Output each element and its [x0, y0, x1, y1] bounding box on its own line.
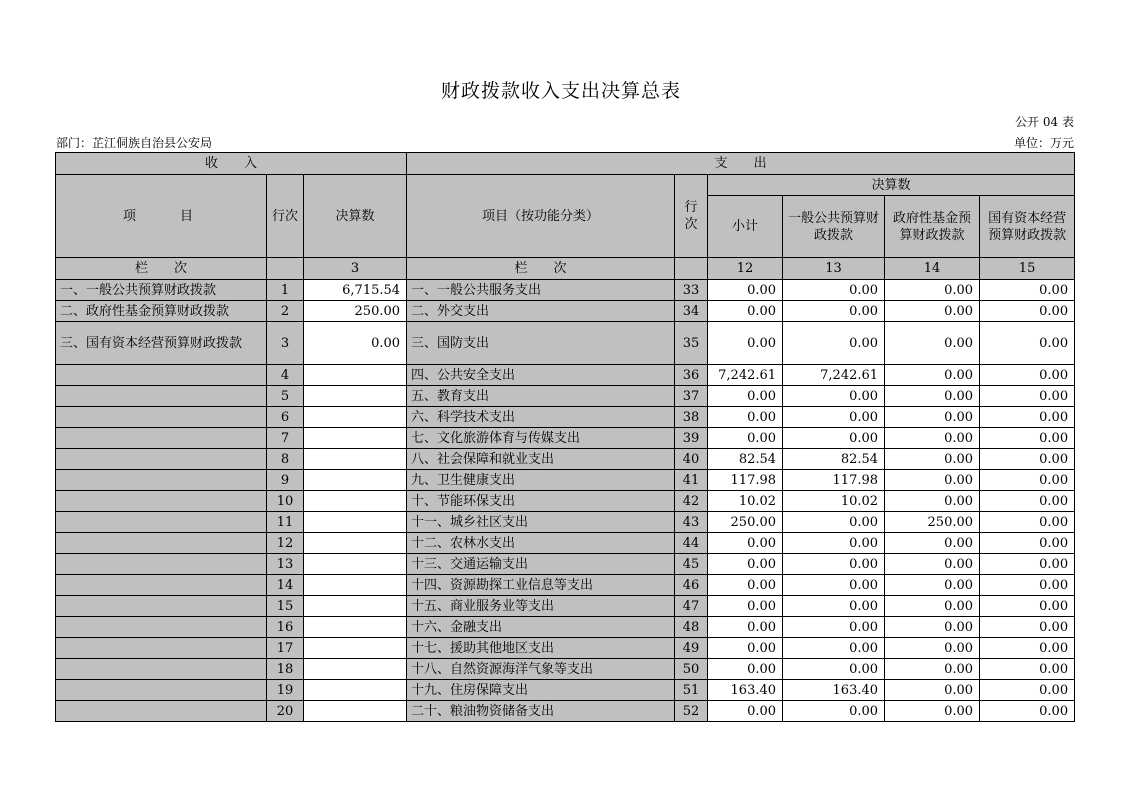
unit-label: 单位：万元 — [1013, 136, 1074, 150]
table-row — [56, 301, 1075, 322]
report-table — [55, 152, 1075, 722]
expense-item: 十六、金融支出 — [407, 617, 675, 638]
income-item — [56, 680, 267, 701]
expense-state-capital: 0.00 — [980, 491, 1075, 512]
income-item — [56, 512, 267, 533]
expense-gov-fund: 0.00 — [885, 596, 980, 617]
expense-line-no: 36 — [675, 365, 708, 386]
expense-state-capital: 0.00 — [980, 638, 1075, 659]
income-amount — [304, 659, 407, 680]
expense-state-capital: 0.00 — [980, 322, 1075, 365]
expense-line-no: 50 — [675, 659, 708, 680]
header-row-2 — [56, 175, 1075, 196]
report-title: 财政拨款收入支出决算总表 — [440, 80, 681, 102]
amount-group-header: 决算数 — [708, 175, 1075, 196]
expense-subtotal: 0.00 — [708, 301, 783, 322]
expense-state-capital: 0.00 — [980, 365, 1075, 386]
expense-subtotal: 0.00 — [708, 322, 783, 365]
income-item — [56, 386, 267, 407]
expense-line-no: 43 — [675, 512, 708, 533]
expense-header: 支 出 — [407, 153, 1075, 175]
expense-subtotal: 82.54 — [708, 449, 783, 470]
income-amount — [304, 449, 407, 470]
column-label-right: 栏 次 — [407, 258, 675, 280]
income-amount — [304, 617, 407, 638]
expense-item: 十七、援助其他地区支出 — [407, 638, 675, 659]
income-line-no: 15 — [267, 596, 304, 617]
income-amount — [304, 428, 407, 449]
expense-state-capital: 0.00 — [980, 386, 1075, 407]
line-no-header: 行次 — [267, 175, 304, 258]
line-no-header-2: 行次 — [675, 175, 708, 258]
income-line-no: 3 — [267, 322, 304, 365]
expense-gov-fund: 0.00 — [885, 386, 980, 407]
income-item: 二、政府性基金预算财政拨款 — [56, 301, 267, 322]
expense-line-no: 40 — [675, 449, 708, 470]
form-number: 公开 04 表 — [1015, 115, 1074, 129]
expense-line-no: 49 — [675, 638, 708, 659]
expense-general-budget: 0.00 — [783, 386, 885, 407]
table-row — [56, 659, 1075, 680]
column-number-15: 15 — [980, 258, 1075, 280]
expense-item: 十三、交通运输支出 — [407, 554, 675, 575]
income-line-no: 19 — [267, 680, 304, 701]
table-row — [56, 554, 1075, 575]
income-item — [56, 596, 267, 617]
income-line-no: 8 — [267, 449, 304, 470]
income-amount — [304, 365, 407, 386]
expense-subtotal: 0.00 — [708, 575, 783, 596]
expense-gov-fund: 0.00 — [885, 617, 980, 638]
expense-state-capital: 0.00 — [980, 554, 1075, 575]
expense-item: 十二、农林水支出 — [407, 533, 675, 554]
expense-general-budget: 0.00 — [783, 575, 885, 596]
expense-line-no: 47 — [675, 596, 708, 617]
table-row — [56, 449, 1075, 470]
expense-line-no: 34 — [675, 301, 708, 322]
expense-state-capital: 0.00 — [980, 596, 1075, 617]
table-row — [56, 701, 1075, 722]
income-amount — [304, 596, 407, 617]
expense-general-budget: 0.00 — [783, 638, 885, 659]
expense-gov-fund: 0.00 — [885, 322, 980, 365]
expense-item: 十九、住房保障支出 — [407, 680, 675, 701]
expense-line-no: 39 — [675, 428, 708, 449]
table-row — [56, 533, 1075, 554]
header-row-1 — [56, 153, 1075, 175]
expense-gov-fund: 0.00 — [885, 491, 980, 512]
expense-general-budget: 0.00 — [783, 617, 885, 638]
expense-general-budget: 10.02 — [783, 491, 885, 512]
table-row — [56, 428, 1075, 449]
expense-gov-fund: 0.00 — [885, 280, 980, 301]
column-label-left: 栏 次 — [56, 258, 267, 280]
income-item — [56, 407, 267, 428]
income-line-no: 20 — [267, 701, 304, 722]
expense-line-no: 41 — [675, 470, 708, 491]
income-amount — [304, 554, 407, 575]
expense-gov-fund: 0.00 — [885, 428, 980, 449]
expense-item: 十五、商业服务业等支出 — [407, 596, 675, 617]
table-row — [56, 470, 1075, 491]
expense-general-budget: 163.40 — [783, 680, 885, 701]
income-item — [56, 449, 267, 470]
income-item — [56, 428, 267, 449]
expense-subtotal: 0.00 — [708, 280, 783, 301]
expense-item: 三、国防支出 — [407, 322, 675, 365]
income-item: 三、国有资本经营预算财政拨款 — [56, 322, 267, 365]
table-row — [56, 638, 1075, 659]
income-amount — [304, 491, 407, 512]
expense-general-budget: 82.54 — [783, 449, 885, 470]
expense-line-no: 51 — [675, 680, 708, 701]
table-row — [56, 280, 1075, 301]
column-number-3: 3 — [304, 258, 407, 280]
expense-line-no: 45 — [675, 554, 708, 575]
item-header: 项 目 — [56, 175, 267, 258]
income-line-no: 12 — [267, 533, 304, 554]
income-amount — [304, 575, 407, 596]
table-row — [56, 322, 1075, 365]
expense-item: 七、文化旅游体育与传媒支出 — [407, 428, 675, 449]
income-line-no: 18 — [267, 659, 304, 680]
expense-state-capital: 0.00 — [980, 407, 1075, 428]
item-function-header: 项目（按功能分类） — [407, 175, 675, 258]
expense-state-capital: 0.00 — [980, 280, 1075, 301]
column-number-row — [56, 258, 1075, 280]
expense-subtotal: 0.00 — [708, 533, 783, 554]
income-line-no: 14 — [267, 575, 304, 596]
income-amount — [304, 512, 407, 533]
expense-general-budget: 0.00 — [783, 322, 885, 365]
subtotal-header: 小计 — [708, 196, 783, 258]
expense-gov-fund: 0.00 — [885, 407, 980, 428]
expense-gov-fund: 0.00 — [885, 680, 980, 701]
income-item — [56, 638, 267, 659]
income-line-no: 4 — [267, 365, 304, 386]
income-amount: 6,715.54 — [304, 280, 407, 301]
expense-subtotal: 0.00 — [708, 617, 783, 638]
expense-state-capital: 0.00 — [980, 301, 1075, 322]
expense-state-capital: 0.00 — [980, 659, 1075, 680]
table-row — [56, 365, 1075, 386]
general-budget-header: 一般公共预算财政拨款 — [783, 196, 885, 258]
column-number-12: 12 — [708, 258, 783, 280]
income-item: 一、一般公共预算财政拨款 — [56, 280, 267, 301]
expense-gov-fund: 0.00 — [885, 554, 980, 575]
expense-subtotal: 0.00 — [708, 407, 783, 428]
expense-general-budget: 7,242.61 — [783, 365, 885, 386]
expense-item: 十一、城乡社区支出 — [407, 512, 675, 533]
income-header: 收 入 — [56, 153, 407, 175]
income-item — [56, 533, 267, 554]
income-line-no: 1 — [267, 280, 304, 301]
income-item — [56, 617, 267, 638]
income-amount — [304, 701, 407, 722]
expense-subtotal: 163.40 — [708, 680, 783, 701]
expense-subtotal: 7,242.61 — [708, 365, 783, 386]
expense-state-capital: 0.00 — [980, 512, 1075, 533]
expense-item: 五、教育支出 — [407, 386, 675, 407]
income-line-no: 11 — [267, 512, 304, 533]
expense-gov-fund: 0.00 — [885, 470, 980, 491]
expense-item: 二十、粮油物资储备支出 — [407, 701, 675, 722]
expense-subtotal: 117.98 — [708, 470, 783, 491]
expense-item: 六、科学技术支出 — [407, 407, 675, 428]
income-line-no: 17 — [267, 638, 304, 659]
income-line-no: 6 — [267, 407, 304, 428]
income-amount — [304, 638, 407, 659]
column-number-blank — [267, 258, 304, 280]
expense-general-budget: 117.98 — [783, 470, 885, 491]
expense-gov-fund: 0.00 — [885, 533, 980, 554]
gov-fund-header: 政府性基金预算财政拨款 — [885, 196, 980, 258]
department-label: 部门：芷江侗族自治县公安局 — [56, 136, 213, 150]
table-row — [56, 575, 1075, 596]
expense-item: 二、外交支出 — [407, 301, 675, 322]
table-row — [56, 491, 1075, 512]
expense-subtotal: 0.00 — [708, 428, 783, 449]
income-item — [56, 470, 267, 491]
expense-general-budget: 0.00 — [783, 280, 885, 301]
expense-general-budget: 0.00 — [783, 533, 885, 554]
expense-general-budget: 0.00 — [783, 659, 885, 680]
expense-line-no: 44 — [675, 533, 708, 554]
income-line-no: 16 — [267, 617, 304, 638]
expense-state-capital: 0.00 — [980, 533, 1075, 554]
expense-gov-fund: 0.00 — [885, 449, 980, 470]
income-amount — [304, 407, 407, 428]
expense-item: 八、社会保障和就业支出 — [407, 449, 675, 470]
expense-item: 一、一般公共服务支出 — [407, 280, 675, 301]
income-item — [56, 659, 267, 680]
expense-gov-fund: 0.00 — [885, 365, 980, 386]
expense-item: 四、公共安全支出 — [407, 365, 675, 386]
expense-item: 九、卫生健康支出 — [407, 470, 675, 491]
expense-general-budget: 0.00 — [783, 428, 885, 449]
expense-line-no: 42 — [675, 491, 708, 512]
income-amount — [304, 533, 407, 554]
expense-general-budget: 0.00 — [783, 554, 885, 575]
expense-line-no: 38 — [675, 407, 708, 428]
expense-subtotal: 0.00 — [708, 596, 783, 617]
expense-line-no: 52 — [675, 701, 708, 722]
expense-item: 十八、自然资源海洋气象等支出 — [407, 659, 675, 680]
income-amount — [304, 470, 407, 491]
expense-line-no: 46 — [675, 575, 708, 596]
column-number-blank-2 — [675, 258, 708, 280]
income-line-no: 5 — [267, 386, 304, 407]
expense-line-no: 33 — [675, 280, 708, 301]
expense-state-capital: 0.00 — [980, 680, 1075, 701]
expense-subtotal: 250.00 — [708, 512, 783, 533]
expense-subtotal: 0.00 — [708, 701, 783, 722]
table-row — [56, 617, 1075, 638]
expense-item: 十四、资源勘探工业信息等支出 — [407, 575, 675, 596]
income-item — [56, 701, 267, 722]
expense-state-capital: 0.00 — [980, 575, 1075, 596]
income-amount: 250.00 — [304, 301, 407, 322]
column-number-14: 14 — [885, 258, 980, 280]
income-line-no: 7 — [267, 428, 304, 449]
expense-subtotal: 0.00 — [708, 659, 783, 680]
table-row — [56, 596, 1075, 617]
expense-line-no: 35 — [675, 322, 708, 365]
table-row — [56, 386, 1075, 407]
income-amount — [304, 386, 407, 407]
table-row — [56, 407, 1075, 428]
expense-gov-fund: 0.00 — [885, 701, 980, 722]
expense-gov-fund: 0.00 — [885, 638, 980, 659]
expense-state-capital: 0.00 — [980, 701, 1075, 722]
income-line-no: 10 — [267, 491, 304, 512]
expense-state-capital: 0.00 — [980, 449, 1075, 470]
expense-general-budget: 0.00 — [783, 596, 885, 617]
income-item — [56, 575, 267, 596]
column-number-13: 13 — [783, 258, 885, 280]
table-row — [56, 680, 1075, 701]
expense-state-capital: 0.00 — [980, 428, 1075, 449]
expense-subtotal: 0.00 — [708, 638, 783, 659]
expense-general-budget: 0.00 — [783, 701, 885, 722]
expense-line-no: 48 — [675, 617, 708, 638]
expense-gov-fund: 0.00 — [885, 575, 980, 596]
expense-general-budget: 0.00 — [783, 512, 885, 533]
income-item — [56, 554, 267, 575]
income-item — [56, 365, 267, 386]
expense-subtotal: 10.02 — [708, 491, 783, 512]
state-capital-header: 国有资本经营预算财政拨款 — [980, 196, 1075, 258]
expense-gov-fund: 0.00 — [885, 301, 980, 322]
amount-header: 决算数 — [304, 175, 407, 258]
expense-line-no: 37 — [675, 386, 708, 407]
income-line-no: 13 — [267, 554, 304, 575]
expense-gov-fund: 250.00 — [885, 512, 980, 533]
table-row — [56, 512, 1075, 533]
expense-general-budget: 0.00 — [783, 301, 885, 322]
expense-general-budget: 0.00 — [783, 407, 885, 428]
expense-state-capital: 0.00 — [980, 470, 1075, 491]
expense-subtotal: 0.00 — [708, 386, 783, 407]
expense-subtotal: 0.00 — [708, 554, 783, 575]
income-item — [56, 491, 267, 512]
income-amount — [304, 680, 407, 701]
expense-gov-fund: 0.00 — [885, 659, 980, 680]
income-amount: 0.00 — [304, 322, 407, 365]
expense-state-capital: 0.00 — [980, 617, 1075, 638]
expense-item: 十、节能环保支出 — [407, 491, 675, 512]
income-line-no: 2 — [267, 301, 304, 322]
income-line-no: 9 — [267, 470, 304, 491]
